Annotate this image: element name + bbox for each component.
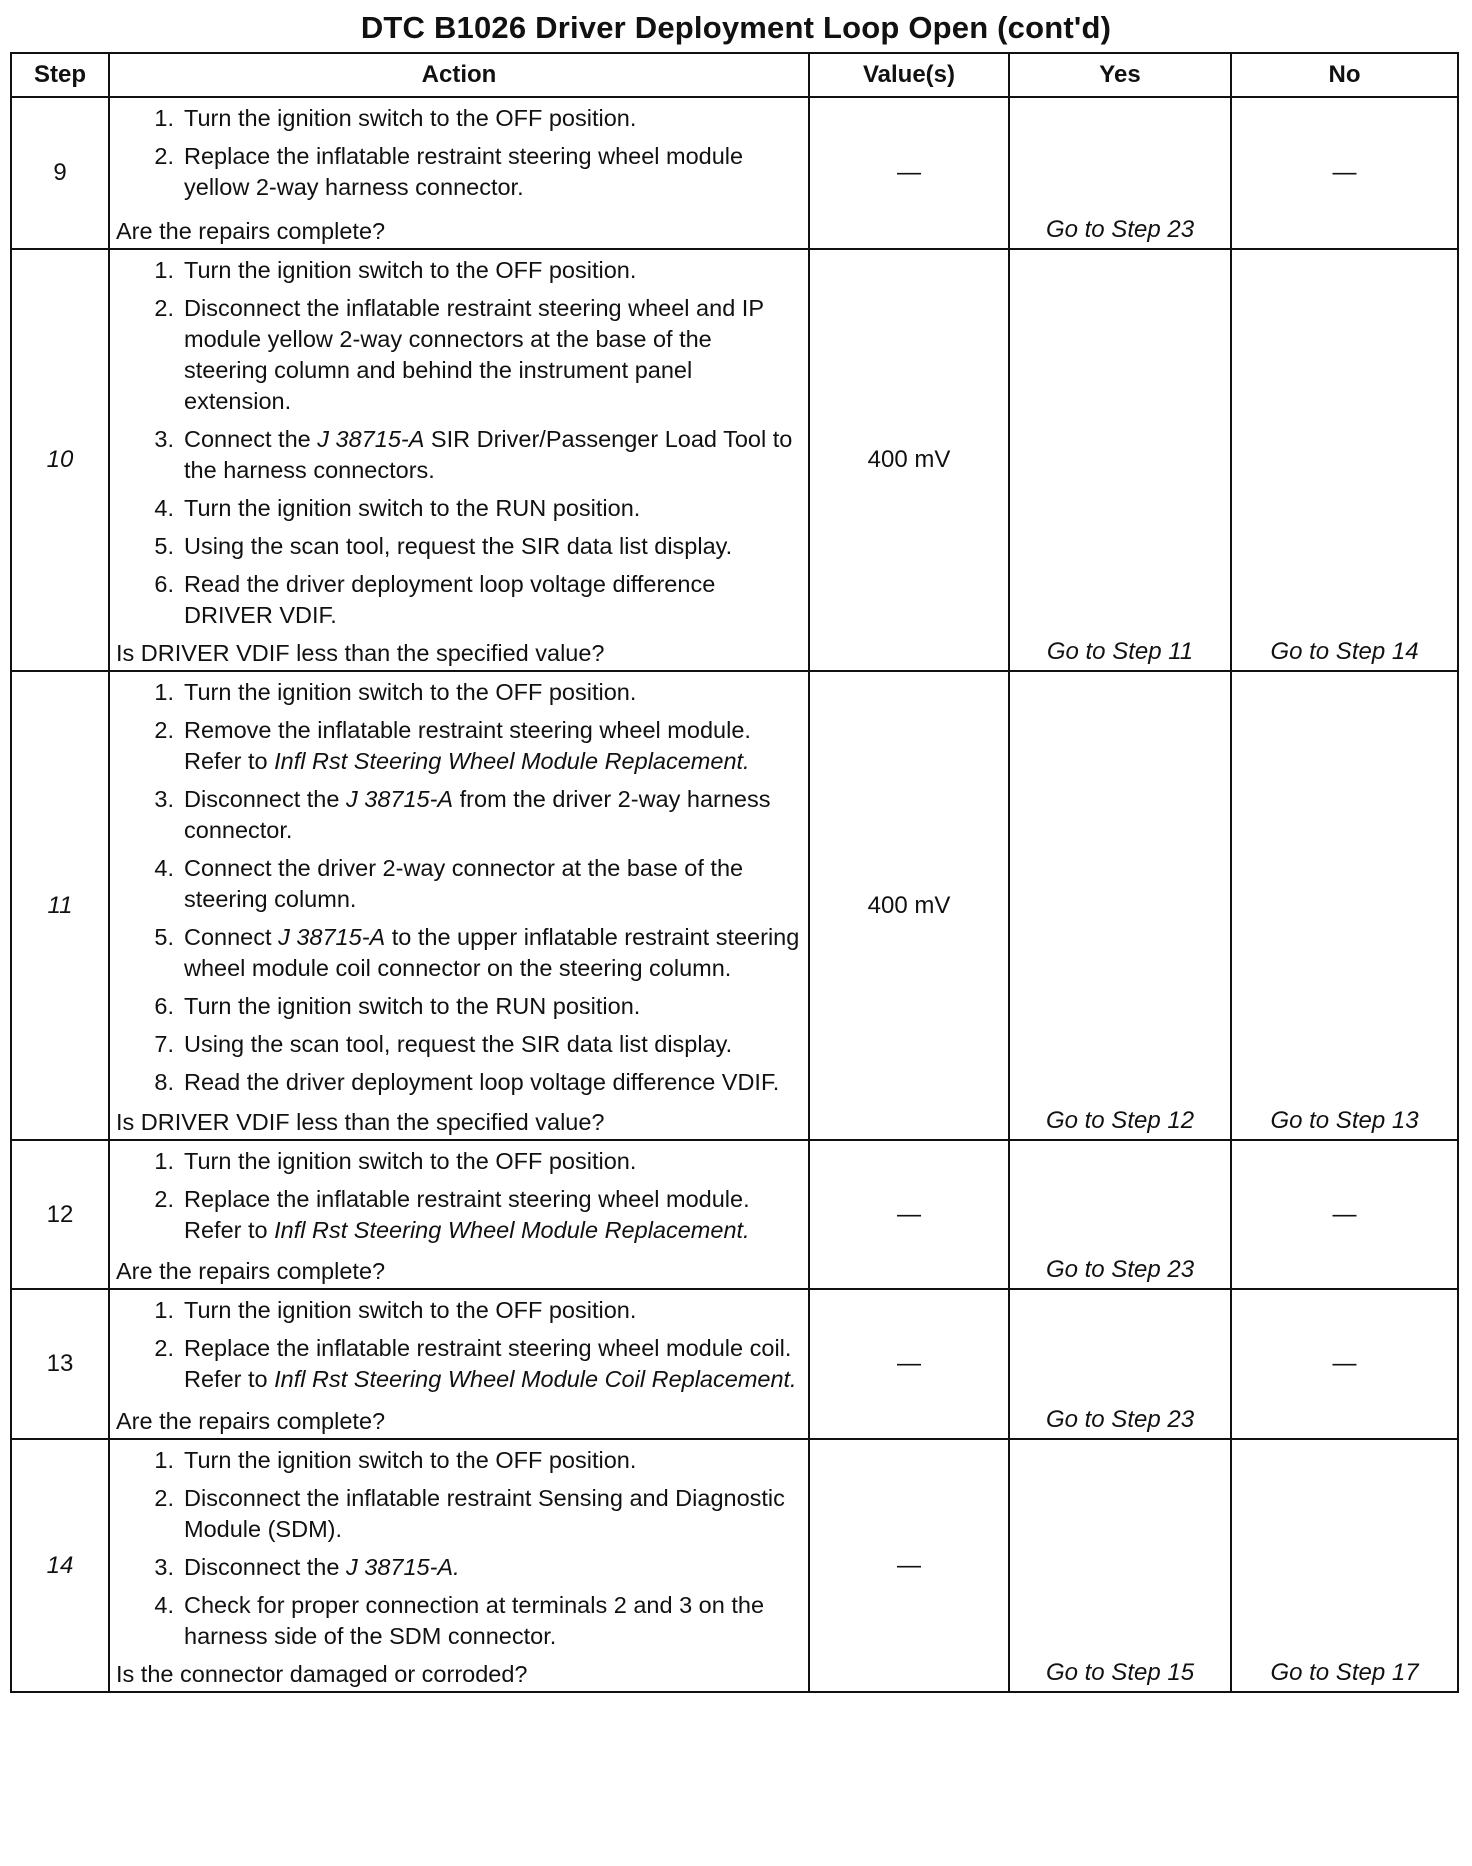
action-step-number: 3. <box>154 1554 174 1580</box>
page-title: DTC B1026 Driver Deployment Loop Open (cont'd) <box>360 10 1112 45</box>
action-step-text: Turn the ignition switch to the OFF position. <box>184 257 637 283</box>
yes-result: Go to Step 23 <box>1009 1289 1231 1439</box>
action-step-item <box>116 293 800 417</box>
action-cell <box>109 671 809 1140</box>
header-action: Action <box>109 53 809 97</box>
action-step-item <box>116 991 800 1022</box>
table-row <box>11 671 1458 1140</box>
action-content <box>110 250 808 670</box>
action-step-item <box>116 1552 800 1583</box>
action-cell <box>109 1140 809 1289</box>
action-step-text: Connect the driver 2-way connector at the base of the steering column. <box>184 855 744 912</box>
header-no: No <box>1231 53 1458 97</box>
no-result: — <box>1231 1289 1458 1439</box>
action-step-text: Turn the ignition switch to the OFF position. <box>184 1297 637 1323</box>
action-step-item <box>116 103 800 134</box>
action-step-number: 1. <box>154 257 174 283</box>
step-number: 14 <box>11 1439 109 1692</box>
value-cell: — <box>809 97 1009 249</box>
action-step-item <box>116 569 800 631</box>
action-step-number: 4. <box>154 1592 174 1618</box>
action-step-item <box>116 1146 800 1177</box>
action-question: Are the repairs complete? <box>116 218 386 244</box>
action-step-number: 2. <box>154 1335 174 1361</box>
action-step-item <box>116 255 800 286</box>
tool-or-reference-text: Infl Rst Steering Wheel Module Replacement. <box>274 1217 750 1243</box>
action-step-item <box>116 141 800 203</box>
action-step-text <box>184 784 800 846</box>
action-step-number: 2. <box>154 1485 174 1511</box>
action-step-number: 2. <box>154 295 174 321</box>
action-step-text: Check for proper connection at terminals 2 and 3 on the harness side of the SDM connector. <box>184 1592 765 1649</box>
action-step-item <box>116 1067 800 1098</box>
action-content <box>110 98 808 248</box>
header-values: Value(s) <box>809 53 1009 97</box>
no-result: Go to Step 17 <box>1231 1439 1458 1692</box>
table-row <box>11 97 1458 249</box>
table-row <box>11 1140 1458 1289</box>
action-step-text: Disconnect the inflatable restraint Sensing and Diagnostic Module (SDM). <box>184 1485 785 1542</box>
tool-or-reference-text: Infl Rst Steering Wheel Module Replacement. <box>274 748 750 774</box>
header-step: Step <box>11 53 109 97</box>
action-step-number: 4. <box>154 855 174 881</box>
value-cell: 400 mV <box>809 249 1009 671</box>
action-step-text: Using the scan tool, request the SIR data list display. <box>184 533 733 559</box>
action-text-plain: Disconnect the <box>184 1554 346 1580</box>
action-content <box>110 1141 808 1288</box>
value-cell: — <box>809 1439 1009 1692</box>
action-text-plain: SIR Driver/Passenger Load Tool to the harness connectors. <box>184 426 793 483</box>
action-step-number: 1. <box>154 105 174 131</box>
action-text-plain: Replace the inflatable restraint steering wheel module coil. Refer to <box>184 1335 792 1392</box>
action-step-text: Replace the inflatable restraint steering wheel module yellow 2-way harness connector. <box>184 143 744 200</box>
action-step-item <box>116 493 800 524</box>
step-number: 12 <box>11 1140 109 1289</box>
action-step-list <box>110 1440 808 1659</box>
diagnostic-procedure-table <box>10 52 1459 1693</box>
action-question: Are the repairs complete? <box>116 1408 386 1434</box>
action-cell <box>109 1439 809 1692</box>
action-text-plain: from the driver 2-way harness connector. <box>184 786 771 843</box>
action-step-list <box>110 672 808 1105</box>
action-step-number: 6. <box>154 571 174 597</box>
action-step-text: Read the driver deployment loop voltage difference DRIVER VDIF. <box>184 571 716 628</box>
action-step-number: 6. <box>154 993 174 1019</box>
action-step-item <box>116 531 800 562</box>
step-number: 9 <box>11 97 109 249</box>
action-step-number: 1. <box>154 1148 174 1174</box>
action-step-item <box>116 1184 800 1246</box>
action-step-list <box>110 98 808 210</box>
action-step-item <box>116 1333 800 1395</box>
action-step-number: 1. <box>154 679 174 705</box>
action-step-number: 1. <box>154 1447 174 1473</box>
action-step-number: 2. <box>154 143 174 169</box>
action-step-number: 4. <box>154 495 174 521</box>
header-yes: Yes <box>1009 53 1231 97</box>
step-number: 10 <box>11 249 109 671</box>
action-step-number: 5. <box>154 924 174 950</box>
action-step-text <box>184 715 800 777</box>
action-step-text: Turn the ignition switch to the OFF position. <box>184 1148 637 1174</box>
action-text-plain: Connect the <box>184 426 318 452</box>
action-question: Is the connector damaged or corroded? <box>116 1661 528 1687</box>
table-row <box>11 1439 1458 1692</box>
action-question: Are the repairs complete? <box>116 1258 386 1284</box>
tool-or-reference-text: J 38715-A <box>317 426 425 452</box>
action-step-number: 7. <box>154 1031 174 1057</box>
action-text-plain: Disconnect the <box>184 786 346 812</box>
action-step-item <box>116 1445 800 1476</box>
action-cell <box>109 1289 809 1439</box>
action-step-number: 3. <box>154 426 174 452</box>
yes-result: Go to Step 11 <box>1009 249 1231 671</box>
action-step-item <box>116 853 800 915</box>
tool-or-reference-text: J 38715-A <box>278 924 386 950</box>
action-step-text <box>184 1184 800 1246</box>
no-result: Go to Step 14 <box>1231 249 1458 671</box>
action-step-item <box>116 424 800 486</box>
action-step-text <box>184 424 800 486</box>
no-result: — <box>1231 97 1458 249</box>
action-step-list <box>110 250 808 638</box>
action-step-item <box>116 1590 800 1652</box>
action-text-plain: Replace the inflatable restraint steering wheel module. Refer to <box>184 1186 750 1243</box>
action-step-item <box>116 677 800 708</box>
action-text-plain: Connect <box>184 924 279 950</box>
action-step-list <box>110 1290 808 1402</box>
action-step-item <box>116 1483 800 1545</box>
action-step-number: 2. <box>154 717 174 743</box>
yes-result: Go to Step 23 <box>1009 1140 1231 1289</box>
tool-or-reference-text: J 38715-A <box>345 786 454 812</box>
value-cell: — <box>809 1140 1009 1289</box>
action-step-number: 2. <box>154 1186 174 1212</box>
action-step-text <box>184 922 800 984</box>
action-step-text: Turn the ignition switch to the OFF position. <box>184 679 637 705</box>
table-body <box>11 97 1458 1692</box>
action-step-text: Using the scan tool, request the SIR data list display. <box>184 1031 733 1057</box>
step-number: 13 <box>11 1289 109 1439</box>
action-step-item <box>116 715 800 777</box>
step-number: 11 <box>11 671 109 1140</box>
action-step-item <box>116 784 800 846</box>
action-step-item <box>116 1029 800 1060</box>
table-row <box>11 1289 1458 1439</box>
no-result: — <box>1231 1140 1458 1289</box>
action-text-plain: to the upper inflatable restraint steering wheel module coil connector on the steering column. <box>184 924 800 981</box>
table-header-row <box>11 53 1458 97</box>
action-step-text: Disconnect the inflatable restraint steering wheel and IP module yellow 2-way connectors at the base of the steering column and behind the instrument panel extension. <box>184 295 764 414</box>
yes-result: Go to Step 15 <box>1009 1439 1231 1692</box>
action-content <box>110 672 808 1139</box>
table-row <box>11 249 1458 671</box>
action-cell <box>109 249 809 671</box>
yes-result: Go to Step 12 <box>1009 671 1231 1140</box>
action-step-number: 1. <box>154 1297 174 1323</box>
action-step-text: Read the driver deployment loop voltage difference VDIF. <box>184 1069 780 1095</box>
action-step-number: 3. <box>154 786 174 812</box>
action-step-text <box>184 1552 800 1583</box>
action-step-list <box>110 1141 808 1253</box>
value-cell: — <box>809 1289 1009 1439</box>
action-step-number: 5. <box>154 533 174 559</box>
action-text-plain: Remove the inflatable restraint steering wheel module. Refer to <box>184 717 751 774</box>
action-question: Is DRIVER VDIF less than the specified value? <box>116 640 605 666</box>
action-step-text <box>184 1333 800 1395</box>
tool-or-reference-text: Infl Rst Steering Wheel Module Coil Replacement. <box>274 1366 797 1392</box>
action-step-text: Turn the ignition switch to the OFF position. <box>184 105 637 131</box>
action-step-text: Turn the ignition switch to the RUN position. <box>184 495 641 521</box>
action-step-text: Turn the ignition switch to the RUN position. <box>184 993 641 1019</box>
no-result: Go to Step 13 <box>1231 671 1458 1140</box>
action-content <box>110 1440 808 1691</box>
action-step-item <box>116 922 800 984</box>
tool-or-reference-text: J 38715-A. <box>345 1554 460 1580</box>
yes-result: Go to Step 23 <box>1009 97 1231 249</box>
action-step-text: Turn the ignition switch to the OFF position. <box>184 1447 637 1473</box>
action-step-number: 8. <box>154 1069 174 1095</box>
value-cell: 400 mV <box>809 671 1009 1140</box>
action-step-item <box>116 1295 800 1326</box>
action-question: Is DRIVER VDIF less than the specified value? <box>116 1109 605 1135</box>
action-content <box>110 1290 808 1438</box>
action-cell <box>109 97 809 249</box>
